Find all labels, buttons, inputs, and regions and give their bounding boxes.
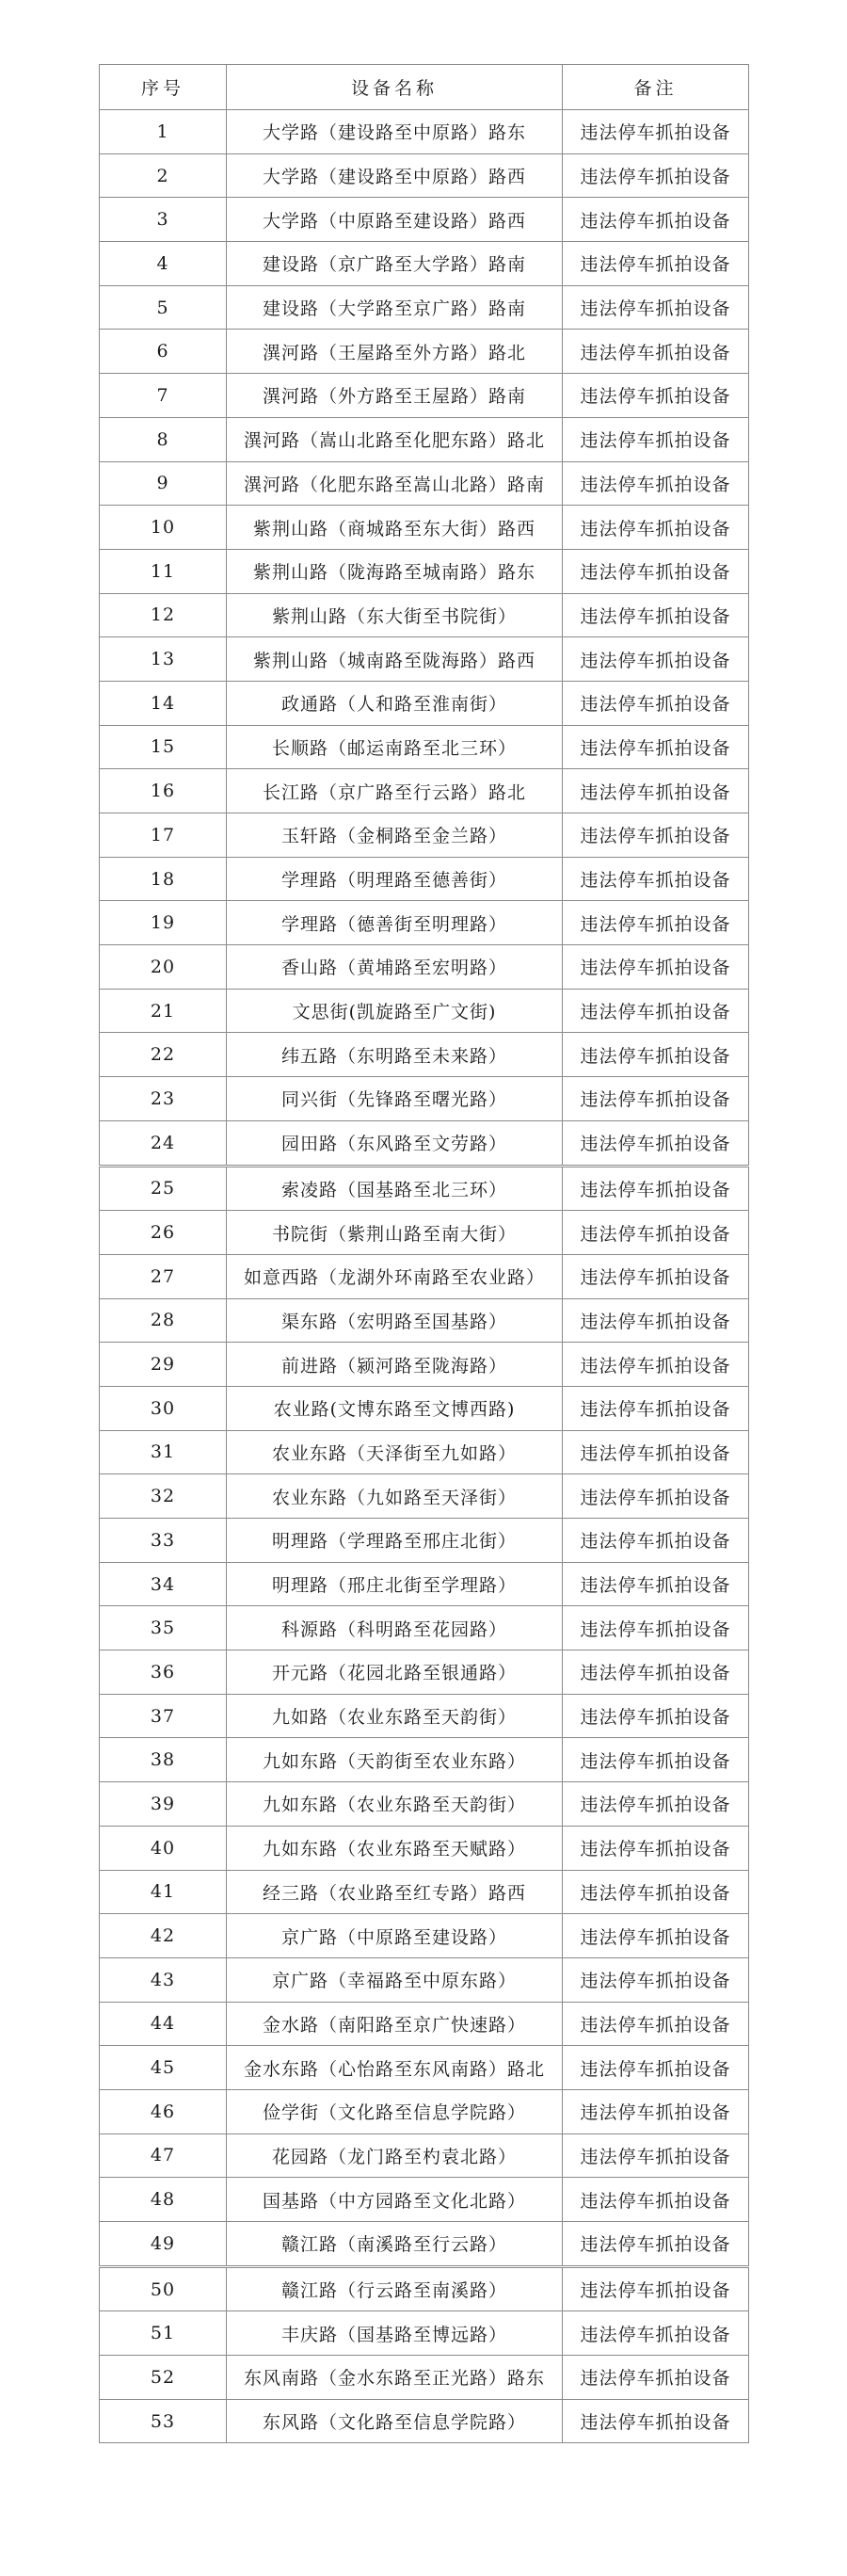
cell-no: 18 [100,857,227,901]
cell-device-name: 紫荆山路（陇海路至城南路）路东 [227,549,563,593]
table-row [100,1738,749,1782]
table-row [100,2266,749,2311]
cell-device-name: 农业东路（九如路至天泽街） [227,1474,563,1519]
cell-note: 违法停车抓拍设备 [563,1430,749,1474]
cell-no: 3 [100,198,227,242]
cell-device-name: 九如东路（天韵街至农业东路） [227,1738,563,1782]
cell-note: 违法停车抓拍设备 [563,1650,749,1695]
cell-note: 违法停车抓拍设备 [563,945,749,990]
cell-no: 23 [100,1077,227,1121]
cell-device-name: 学理路（明理路至德善街） [227,857,563,901]
table-row [100,1120,749,1166]
table-row [100,2222,749,2267]
cell-no: 27 [100,1254,227,1298]
cell-device-name: 建设路（大学路至京广路）路南 [227,285,563,330]
cell-no: 45 [100,2046,227,2090]
cell-note: 违法停车抓拍设备 [563,1870,749,1914]
cell-no: 21 [100,989,227,1033]
cell-no: 28 [100,1298,227,1343]
cell-no: 33 [100,1519,227,1563]
cell-note: 违法停车抓拍设备 [563,2046,749,2090]
table-row [100,461,749,506]
cell-device-name: 学理路（德善街至明理路） [227,901,563,945]
table-row [100,1562,749,1606]
cell-note: 违法停车抓拍设备 [563,1738,749,1782]
header-no: 序号 [100,65,227,110]
cell-note: 违法停车抓拍设备 [563,1474,749,1519]
cell-device-name: 园田路（东风路至文劳路） [227,1120,563,1166]
cell-device-name: 渠东路（宏明路至国基路） [227,1298,563,1343]
cell-note: 违法停车抓拍设备 [563,1254,749,1298]
cell-no: 48 [100,2178,227,2222]
cell-no: 40 [100,1826,227,1870]
cell-note: 违法停车抓拍设备 [563,901,749,945]
cell-no: 34 [100,1562,227,1606]
table-row [100,417,749,461]
cell-device-name: 科源路（科明路至花园路） [227,1606,563,1650]
table-row [100,2089,749,2133]
table-row [100,1430,749,1474]
cell-note: 违法停车抓拍设备 [563,2002,749,2046]
cell-note: 违法停车抓拍设备 [563,2178,749,2222]
cell-note: 违法停车抓拍设备 [563,1914,749,1958]
cell-no: 41 [100,1870,227,1914]
cell-device-name: 明理路（学理路至邢庄北街） [227,1519,563,1563]
cell-note: 违法停车抓拍设备 [563,198,749,242]
cell-note: 违法停车抓拍设备 [563,506,749,550]
cell-device-name: 潩河路（嵩山北路至化肥东路）路北 [227,417,563,461]
cell-no: 5 [100,285,227,330]
cell-no: 37 [100,1694,227,1738]
cell-device-name: 京广路（中原路至建设路） [227,1914,563,1958]
cell-note: 违法停车抓拍设备 [563,1120,749,1166]
cell-no: 8 [100,417,227,461]
cell-note: 违法停车抓拍设备 [563,1694,749,1738]
table-row [100,769,749,813]
table-row [100,1254,749,1298]
cell-device-name: 花园路（龙门路至杓袁北路） [227,2133,563,2178]
cell-no: 17 [100,813,227,858]
cell-device-name: 香山路（黄埔路至宏明路） [227,945,563,990]
cell-no: 15 [100,725,227,769]
cell-no: 12 [100,593,227,637]
cell-device-name: 玉轩路（金桐路至金兰路） [227,813,563,858]
table-row [100,1166,749,1211]
cell-device-name: 大学路（中原路至建设路）路西 [227,198,563,242]
table-row [100,1298,749,1343]
cell-device-name: 赣江路（南溪路至行云路） [227,2222,563,2267]
cell-device-name: 丰庆路（国基路至博远路） [227,2311,563,2356]
cell-no: 7 [100,374,227,418]
cell-note: 违法停车抓拍设备 [563,2222,749,2267]
cell-device-name: 明理路（邢庄北街至学理路） [227,1562,563,1606]
cell-note: 违法停车抓拍设备 [563,1077,749,1121]
cell-note: 违法停车抓拍设备 [563,2133,749,2178]
table-row [100,1870,749,1914]
cell-no: 39 [100,1782,227,1827]
table-row [100,1650,749,1695]
cell-note: 违法停车抓拍设备 [563,637,749,682]
table-row [100,1386,749,1430]
cell-note: 违法停车抓拍设备 [563,593,749,637]
cell-note: 违法停车抓拍设备 [563,1343,749,1387]
table-row [100,374,749,418]
cell-no: 6 [100,330,227,374]
cell-note: 违法停车抓拍设备 [563,1386,749,1430]
cell-device-name: 九如路（农业东路至天韵街） [227,1694,563,1738]
cell-no: 51 [100,2311,227,2356]
table-row [100,1782,749,1827]
cell-note: 违法停车抓拍设备 [563,2311,749,2356]
cell-no: 25 [100,1166,227,1211]
table-row [100,2002,749,2046]
table-row [100,637,749,682]
cell-device-name: 国基路（中方园路至文化北路） [227,2178,563,2222]
cell-note: 违法停车抓拍设备 [563,2089,749,2133]
cell-no: 30 [100,1386,227,1430]
cell-no: 20 [100,945,227,990]
table-row [100,725,749,769]
cell-device-name: 政通路（人和路至淮南街） [227,681,563,725]
table-row [100,1077,749,1121]
cell-device-name: 纬五路（东明路至未来路） [227,1033,563,1077]
cell-device-name: 大学路（建设路至中原路）路西 [227,153,563,198]
table-row [100,242,749,286]
table-row [100,2046,749,2090]
cell-device-name: 潩河路（外方路至王屋路）路南 [227,374,563,418]
cell-device-name: 紫荆山路（商城路至东大街）路西 [227,506,563,550]
table-row [100,1957,749,2002]
cell-device-name: 金水东路（心怡路至东风南路）路北 [227,2046,563,2090]
cell-note: 违法停车抓拍设备 [563,681,749,725]
cell-note: 违法停车抓拍设备 [563,2356,749,2400]
cell-device-name: 京广路（幸福路至中原东路） [227,1957,563,2002]
cell-note: 违法停车抓拍设备 [563,1519,749,1563]
cell-note: 违法停车抓拍设备 [563,2399,749,2443]
table-row [100,1519,749,1563]
cell-no: 1 [100,110,227,154]
table-row [100,1474,749,1519]
cell-no: 46 [100,2089,227,2133]
cell-no: 9 [100,461,227,506]
cell-no: 35 [100,1606,227,1650]
cell-note: 违法停车抓拍设备 [563,1957,749,2002]
cell-note: 违法停车抓拍设备 [563,549,749,593]
cell-note: 违法停车抓拍设备 [563,857,749,901]
cell-device-name: 九如东路（农业东路至天赋路） [227,1826,563,1870]
table-row [100,2399,749,2443]
cell-note: 违法停车抓拍设备 [563,330,749,374]
table-row [100,2311,749,2356]
cell-no: 53 [100,2399,227,2443]
cell-no: 22 [100,1033,227,1077]
table-row [100,1211,749,1255]
cell-no: 47 [100,2133,227,2178]
cell-note: 违法停车抓拍设备 [563,242,749,286]
cell-note: 违法停车抓拍设备 [563,1782,749,1827]
table-row [100,813,749,858]
table-body [100,110,749,2443]
cell-note: 违法停车抓拍设备 [563,769,749,813]
table-header-row [100,65,749,110]
cell-device-name: 索凌路（国基路至北三环） [227,1166,563,1211]
cell-no: 4 [100,242,227,286]
table-row [100,549,749,593]
cell-device-name: 同兴街（先锋路至曙光路） [227,1077,563,1121]
table-row [100,1914,749,1958]
cell-no: 13 [100,637,227,682]
cell-no: 14 [100,681,227,725]
cell-device-name: 俭学街（文化路至信息学院路） [227,2089,563,2133]
cell-no: 42 [100,1914,227,1958]
cell-note: 违法停车抓拍设备 [563,1033,749,1077]
cell-no: 50 [100,2266,227,2311]
table-row [100,1606,749,1650]
table-row [100,1694,749,1738]
cell-device-name: 紫荆山路（城南路至陇海路）路西 [227,637,563,682]
table-row [100,2133,749,2178]
cell-note: 违法停车抓拍设备 [563,285,749,330]
cell-no: 16 [100,769,227,813]
table-row [100,2178,749,2222]
cell-device-name: 长顺路（邮运南路至北三环） [227,725,563,769]
cell-device-name: 前进路（颍河路至陇海路） [227,1343,563,1387]
cell-no: 2 [100,153,227,198]
table-row [100,506,749,550]
header-name: 设备名称 [227,65,563,110]
cell-device-name: 金水路（南阳路至京广快速路） [227,2002,563,2046]
table-row [100,285,749,330]
cell-note: 违法停车抓拍设备 [563,1606,749,1650]
table-row [100,857,749,901]
cell-device-name: 赣江路（行云路至南溪路） [227,2266,563,2311]
header-note: 备注 [563,65,749,110]
cell-device-name: 如意西路（龙湖外环南路至农业路） [227,1254,563,1298]
device-table [99,64,749,2443]
cell-no: 29 [100,1343,227,1387]
table-row [100,1343,749,1387]
table-row [100,901,749,945]
cell-note: 违法停车抓拍设备 [563,813,749,858]
cell-no: 43 [100,1957,227,2002]
table-row [100,198,749,242]
cell-no: 31 [100,1430,227,1474]
cell-note: 违法停车抓拍设备 [563,725,749,769]
table-row [100,153,749,198]
cell-device-name: 潩河路（王屋路至外方路）路北 [227,330,563,374]
cell-note: 违法停车抓拍设备 [563,110,749,154]
cell-no: 44 [100,2002,227,2046]
cell-note: 违法停车抓拍设备 [563,1166,749,1211]
table-row [100,989,749,1033]
cell-no: 52 [100,2356,227,2400]
cell-no: 38 [100,1738,227,1782]
cell-no: 49 [100,2222,227,2267]
cell-note: 违法停车抓拍设备 [563,1562,749,1606]
table-row [100,2356,749,2400]
cell-no: 26 [100,1211,227,1255]
cell-note: 违法停车抓拍设备 [563,153,749,198]
cell-no: 10 [100,506,227,550]
cell-no: 36 [100,1650,227,1695]
table-row [100,593,749,637]
cell-no: 19 [100,901,227,945]
table-row [100,681,749,725]
cell-device-name: 开元路（花园北路至银通路） [227,1650,563,1695]
cell-device-name: 九如东路（农业东路至天韵街） [227,1782,563,1827]
cell-note: 违法停车抓拍设备 [563,374,749,418]
cell-device-name: 长江路（京广路至行云路）路北 [227,769,563,813]
cell-note: 违法停车抓拍设备 [563,1826,749,1870]
cell-device-name: 紫荆山路（东大街至书院街） [227,593,563,637]
cell-device-name: 东风南路（金水东路至正光路）路东 [227,2356,563,2400]
table-row [100,1826,749,1870]
cell-note: 违法停车抓拍设备 [563,1298,749,1343]
cell-device-name: 经三路（农业路至红专路）路西 [227,1870,563,1914]
table-row [100,330,749,374]
cell-device-name: 文思街(凯旋路至广文街) [227,989,563,1033]
cell-device-name: 农业路(文博东路至文博西路) [227,1386,563,1430]
cell-device-name: 东风路（文化路至信息学院路） [227,2399,563,2443]
cell-device-name: 农业东路（天泽街至九如路） [227,1430,563,1474]
cell-no: 32 [100,1474,227,1519]
cell-note: 违法停车抓拍设备 [563,2266,749,2311]
table-row [100,1033,749,1077]
table-row [100,110,749,154]
cell-no: 24 [100,1120,227,1166]
cell-device-name: 建设路（京广路至大学路）路南 [227,242,563,286]
cell-no: 11 [100,549,227,593]
cell-device-name: 书院街（紫荆山路至南大街） [227,1211,563,1255]
cell-note: 违法停车抓拍设备 [563,1211,749,1255]
cell-device-name: 大学路（建设路至中原路）路东 [227,110,563,154]
cell-device-name: 潩河路（化肥东路至嵩山北路）路南 [227,461,563,506]
cell-note: 违法停车抓拍设备 [563,989,749,1033]
cell-note: 违法停车抓拍设备 [563,417,749,461]
table-row [100,945,749,990]
cell-note: 违法停车抓拍设备 [563,461,749,506]
